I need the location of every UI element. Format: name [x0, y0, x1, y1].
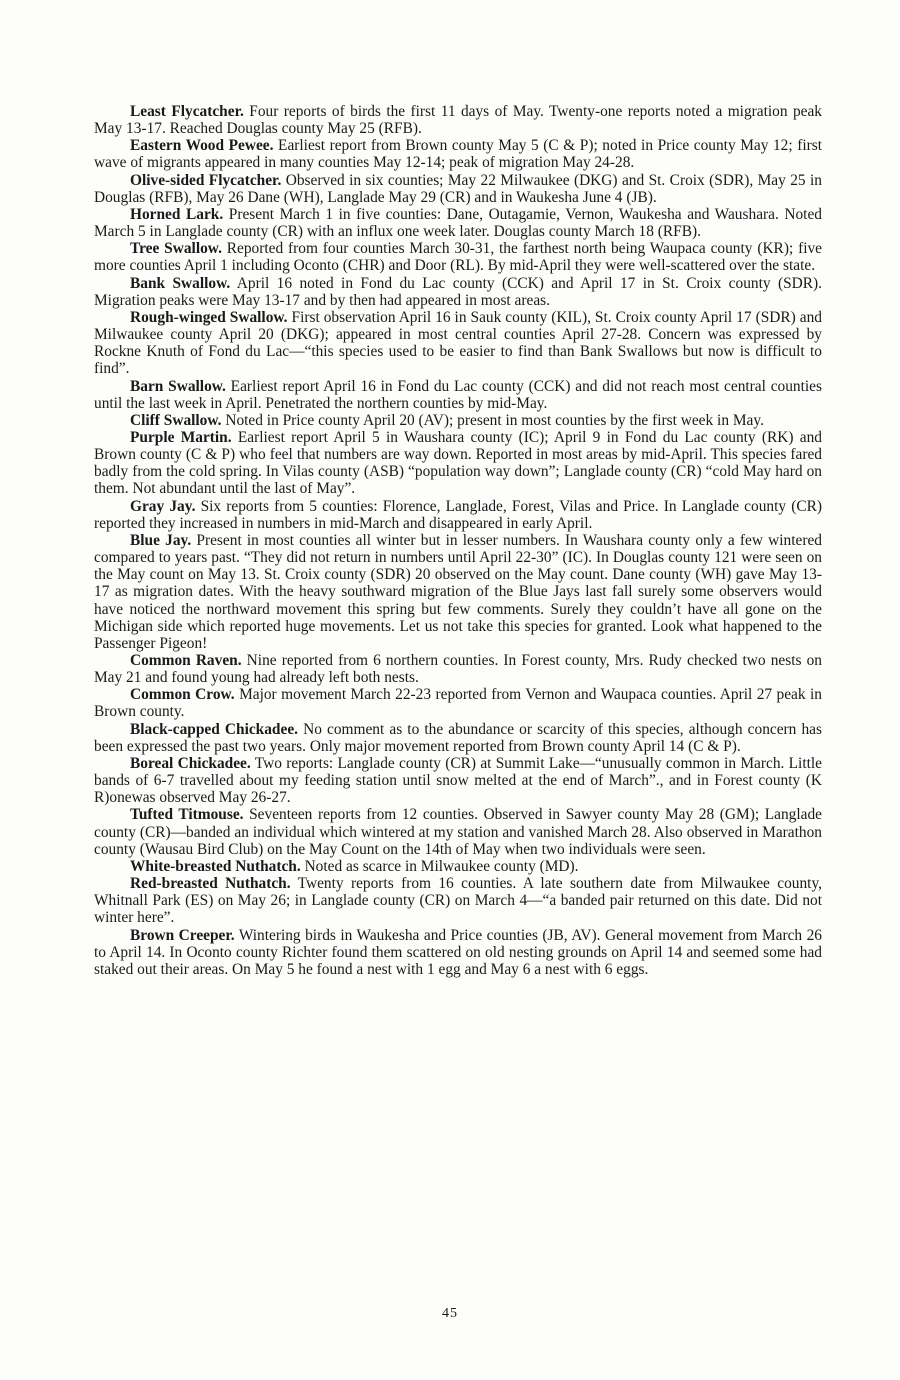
page-number: 45 — [442, 1306, 458, 1321]
article-body — [94, 103, 822, 978]
species-account: Earliest report from Brown county May 5 (C & P); noted in Price county May 12; first wave of migrants appeared in many counties May 12-14; peak of migration May 24-28. — [94, 137, 822, 172]
species-account: Seventeen reports from 12 counties. Observed in Sawyer county May 28 (GM); Langlade county (CR)—banded an individual which wintered at my station and vanished March 28. Also observed in Marathon county (Wausau Bird Club) on the May Count on the 14th of May when two individuals were seen. — [94, 806, 822, 858]
entry-eastern-wood-pewee — [94, 137, 822, 171]
species-account: Six reports from 5 counties: Florence, Langlade, Forest, Vilas and Price. In Langlade county (CR) reported they increased in numbers in mid-March and disappeared in early April. — [94, 497, 822, 532]
species-account: Present March 1 in five counties: Dane, Outagamie, Vernon, Waukesha and Waushara. Noted March 5 in Langlade county (CR) with an influx one week later. Douglas county March 18 (RFB). — [94, 205, 822, 241]
species-account: Observed in six counties; May 22 Milwaukee (DKG) and St. Croix (SDR), May 25 in Douglas (RFB), May 26 Dane (WH), Langlade May 29 (CR) and in Waukesha June 4 (JB). — [94, 171, 823, 206]
entry-purple-martin — [94, 429, 822, 498]
species-heading: Cliff Swallow. — [130, 411, 222, 429]
species-account: Earliest report April 16 in Fond du Lac county (CCK) and did not reach most central counties until the last week in April. Penetrated the northern counties by mid-May. — [94, 377, 822, 412]
entry-bank-swallow — [94, 275, 822, 309]
species-heading: Common Raven. — [130, 652, 242, 669]
species-account: Reported from four counties March 30-31, the farthest north being Waupaca county (KR); five more counties April 1 including Oconto (CHR) and Door (RL). By mid-April they were well-scattered over the state. — [94, 240, 822, 275]
species-heading: Eastern Wood Pewee. — [130, 137, 274, 155]
entry-horned-lark — [94, 206, 822, 240]
entry-gray-jay — [94, 498, 822, 532]
species-heading: Olive-sided Flycatcher. — [130, 171, 282, 189]
species-heading: Blue Jay. — [130, 531, 192, 549]
species-account: Nine reported from 6 northern counties. In Forest county, Mrs. Rudy checked two nests on May 21 and found young had already left both nests. — [94, 652, 822, 687]
species-heading: Tree Swallow. — [130, 240, 222, 258]
species-account: Major movement March 22-23 reported from Vernon and Waupaca counties. April 27 peak in Brown county. — [94, 686, 822, 721]
species-heading: Common Crow. — [130, 686, 235, 704]
species-account: No comment as to the abundance or scarcity of this species, although concern has been expressed the past two years. Only major movement reported from Brown county April 14 (C & P). — [94, 720, 822, 755]
species-heading: Boreal Chickadee. — [130, 754, 251, 772]
species-account: Twenty reports from 16 counties. A late southern date from Milwaukee county, Whitnall Park (ES) on May 26; in Langlade county (CR) on March 4—“a banded pair returned on this date. Did not winter here”. — [94, 875, 822, 927]
entry-rough-winged-swallow — [94, 309, 822, 378]
species-heading: Tufted Titmouse. — [130, 806, 244, 824]
species-heading: Black-capped Chickadee. — [130, 720, 298, 738]
entry-olive-sided-flycatcher — [94, 172, 822, 206]
species-heading: Barn Swallow. — [130, 377, 226, 395]
entry-least-flycatcher — [94, 103, 822, 137]
species-heading: Red-breasted Nuthatch. — [130, 875, 291, 893]
species-account: Noted in Price county April 20 (AV); present in most counties by the first week in May. — [221, 411, 764, 429]
entry-cliff-swallow — [94, 412, 822, 429]
species-heading: Least Flycatcher. — [130, 103, 244, 120]
species-account: Noted as scarce in Milwaukee county (MD). — [300, 857, 579, 875]
species-account: April 16 noted in Fond du Lac county (CCK) and April 17 in St. Croix county (SDR). Migration peaks were May 13-17 and by then had appeared in most areas. — [94, 274, 822, 309]
species-heading: Horned Lark. — [130, 205, 224, 223]
entry-brown-creeper — [94, 927, 822, 978]
species-account: First observation April 16 in Sauk county (KIL), St. Croix county April 17 (SDR) and Milwaukee county April 20 (DKG); appeared in most central counties April 27-28. Concern was expressed by Rockne Knuth of Fond du Lac—“this species used to be easier to find than Bank Swallows but now is difficult to find”. — [94, 308, 822, 378]
species-heading: Purple Martin. — [130, 428, 232, 446]
species-heading: Bank Swallow. — [130, 274, 231, 292]
species-account: Two reports: Langlade county (CR) at Summit Lake—“unusually common in March. Little bands of 6-7 travelled about my feeding station until snow melted at the end of March”., and in Forest county (K R)onewas observed May 26-27. — [94, 754, 822, 807]
entry-tree-swallow — [94, 240, 822, 274]
entry-white-breasted-nuthatch — [94, 858, 822, 875]
species-account: Earliest report April 5 in Waushara county (IC); April 9 in Fond du Lac county (RK) and Brown county (C & P) who feel that numbers are way down. Reported in most areas by mid-April. This species fared badly from the cold spring. In Vilas county (ASB) “population way down”; Langlade county (CR) “cold May hard on them. Not abundant until the last of May”. — [94, 428, 822, 498]
entry-common-crow — [94, 686, 822, 720]
entry-boreal-chickadee — [94, 755, 822, 806]
species-account: Wintering birds in Waukesha and Price counties (JB, AV). General movement from March 26 to April 14. In Oconto county Richter found them scattered on old nesting grounds on April 14 and seemed some had staked out their areas. On May 5 he found a nest with 1 egg and May 6 a nest with 6 eggs. — [94, 926, 822, 978]
species-account: Four reports of birds the first 11 days of May. Twenty-one reports noted a migration peak May 13-17. Reached Douglas county May 25 (RFB). — [94, 103, 823, 138]
entry-red-breasted-nuthatch — [94, 875, 822, 926]
entry-common-raven — [94, 652, 822, 686]
species-heading: Gray Jay. — [130, 497, 196, 515]
species-account: Present in most counties all winter but in lesser numbers. In Waushara county only a few wintered compared to years past. “They did not return in numbers until April 22-30” (IC). In Douglas county 121 were seen on the May count on May 13. St. Croix county (SDR) 20 observed on the May count. Dane county (WH) gave May 13-17 as migration dates. With the heavy southward migration of the Blue Jays last fall surely some observers would have noticed the northward movement this spring but few comments. Surely they couldn’t have all gone on the Michigan side which reported huge movements. Let us not take this species for granted. Look what happened to the Passenger Pigeon! — [94, 531, 822, 652]
species-heading: Brown Creeper. — [130, 926, 235, 944]
entry-blue-jay — [94, 532, 822, 652]
entry-black-capped-chickadee — [94, 721, 822, 755]
entry-tufted-titmouse — [94, 806, 822, 857]
entry-barn-swallow — [94, 378, 822, 412]
species-heading: Rough-winged Swallow. — [130, 308, 288, 326]
species-heading: White-breasted Nuthatch. — [130, 857, 301, 875]
